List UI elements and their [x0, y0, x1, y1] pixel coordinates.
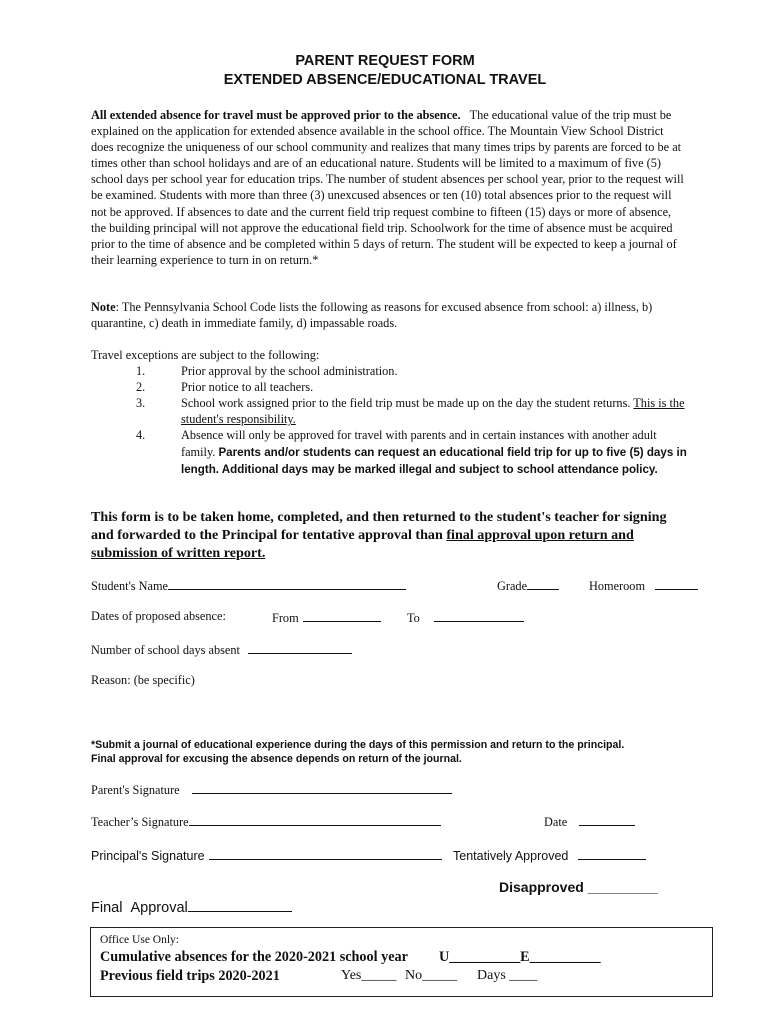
tentative-approval-line[interactable] [578, 847, 646, 860]
instructions-text: This form is to be taken home, completed, and then returned to the student's teacher for signing and forwarded to the Principal for tentative approval than final approval upon return and submission of written report. [91, 509, 667, 561]
note-paragraph [91, 299, 687, 331]
teacher-signature-line[interactable] [189, 813, 441, 826]
days-field[interactable]: Days ____ [477, 968, 538, 983]
reason-label: Reason: (be specific) [91, 673, 195, 687]
parent-signature-field[interactable]: Parent's Signature [91, 781, 452, 798]
intro-paragraph [91, 107, 687, 268]
principal-signature-field[interactable]: Principal's Signature [91, 847, 442, 863]
disapproved-field[interactable]: Disapproved _________ [499, 879, 658, 895]
cumulative-absences-field[interactable]: U__________E__________ [439, 949, 601, 965]
list-item: 3. School work assigned prior to the field trip must be made up on the day the student returns. This is the student's responsibility. [136, 396, 685, 427]
student-name-field[interactable]: Student's Name [91, 577, 406, 594]
previous-trips-label: Previous field trips 2020-2021 [100, 968, 280, 984]
exceptions-section [91, 347, 691, 478]
teacher-signature-field[interactable]: Teacher’s Signature [91, 813, 441, 830]
days-absent-field[interactable]: Number of school days absent [91, 641, 352, 658]
student-name-line[interactable] [168, 577, 406, 590]
tentative-approval-field[interactable]: Tentatively Approved [453, 847, 646, 863]
principal-signature-line[interactable] [209, 847, 442, 860]
list-item: 2. Prior notice to all teachers. [136, 380, 314, 395]
cumulative-absences-label: Cumulative absences for the 2020-2021 school year [100, 949, 408, 965]
intro-bold-lead: All extended absence for travel must be approved prior to the absence. [91, 108, 461, 122]
form-subtitle: EXTENDED ABSENCE/EDUCATIONAL TRAVEL [223, 72, 547, 88]
exceptions-heading: Travel exceptions are subject to the following: [91, 348, 320, 362]
from-line[interactable] [303, 609, 381, 622]
days-absent-line[interactable] [248, 641, 352, 654]
from-field[interactable]: From [272, 609, 381, 626]
office-use-box [90, 927, 713, 997]
yes-field[interactable]: Yes_____ [341, 968, 397, 983]
homeroom-line[interactable] [655, 577, 698, 590]
homeroom-field[interactable]: Homeroom [589, 577, 698, 594]
journal-notice: *Submit a journal of educational experience during the days of this permission and return to the principal. Final approval for excusing the absence depends on return of the journal. [91, 739, 625, 766]
date-line[interactable] [579, 813, 635, 826]
list-item: 4. Absence will only be approved for travel with parents and in certain instances with another adult family. Parents and/or students can request an educational field trip for up to five (5) days in length. Additional days may be marked illegal and subject to school attendance policy. [136, 428, 687, 476]
parent-signature-line[interactable] [192, 781, 452, 794]
note-text: : The Pennsylvania School Code lists the following as reasons for excused absence from school: a) illness, b) quarantine, c) death in immediate family, d) impassable roads. [91, 300, 653, 331]
to-field[interactable]: To [407, 609, 524, 626]
dates-label: Dates of proposed absence: [91, 609, 226, 623]
form-title: PARENT REQUEST FORM [295, 53, 475, 69]
grade-line[interactable] [527, 577, 559, 590]
to-line[interactable] [434, 609, 524, 622]
date-field[interactable]: Date [544, 813, 635, 830]
no-field[interactable]: No_____ [405, 968, 458, 983]
final-approval-field[interactable]: Final Approval [91, 897, 292, 916]
list-item: 1. Prior approval by the school administration. [136, 364, 398, 379]
intro-body: The educational value of the trip must be explained on the application for extended absence available in the school office. The Mountain View School District does recognize the uniqueness of our school community and realizes that many times trips by parents are forced to be at times other than school holidays and are of an educational nature. Students will be limited to a maximum of five (5) school days per school year for education trips. The number of student absences per school year, prior to the request will be examined. Students with more than three (3) unexcused absences or ten (10) total absences prior to the request will not be approved. If absences to date and the current field trip request combine to fifteen (15) days or more of absence, the building principal will not approve the educational field trip. Schoolwork for the time of absence must be acquired prior to the time of absence and be completed within 5 days of return. The student will be expected to keep a journal of their learning experience to turn in on return.* [91, 108, 684, 267]
final-approval-line[interactable] [188, 897, 292, 912]
office-use-label: Office Use Only: [100, 934, 179, 946]
grade-field[interactable]: Grade [497, 577, 559, 594]
note-label: Note [91, 300, 116, 314]
